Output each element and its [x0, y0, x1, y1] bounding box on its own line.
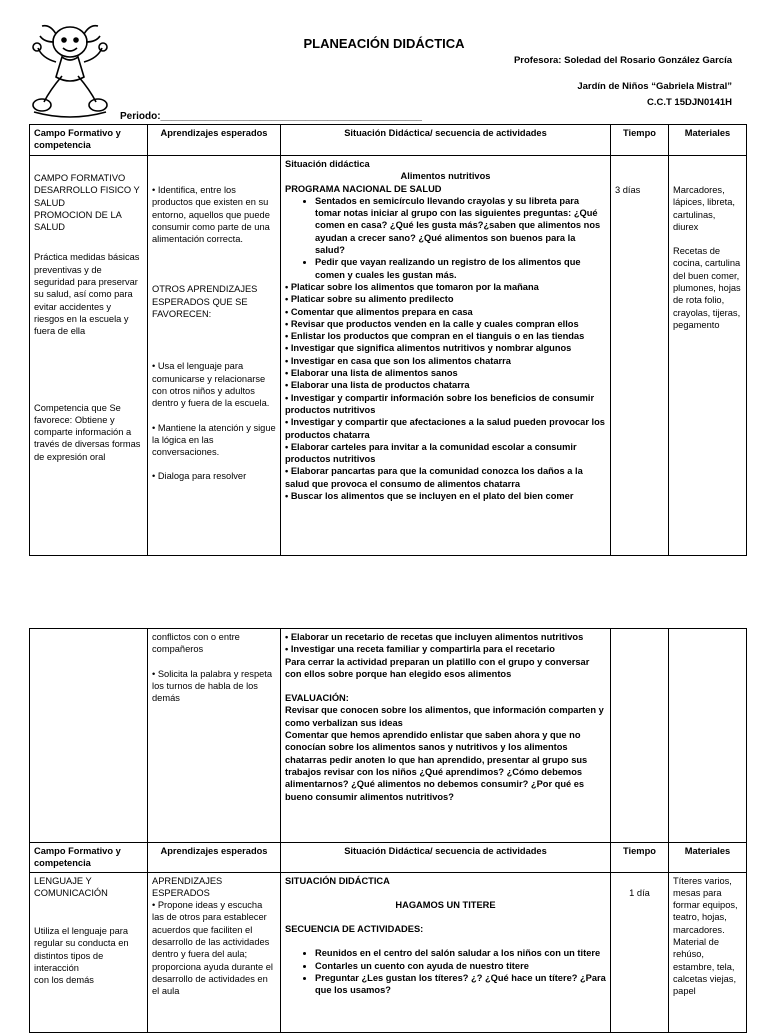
header-campo: Campo Formativo y competencia — [30, 843, 148, 873]
aprendizaje-5: • Solicita la palabra y respeta los turnos de habla de los demás — [152, 668, 273, 704]
list-item: • Pedir que vayan realizando un registro de los alimentos que comen y cuales les gustan más. — [315, 256, 606, 281]
header-materiales: Materiales — [669, 843, 747, 873]
campo-subtitle: PROMOCION DE LA SALUD — [34, 209, 122, 233]
materiales-cell — [669, 872, 747, 1032]
materiales-list-1: Marcadores, lápices, libreta, cartulinas, diurex — [673, 185, 736, 232]
aprendizaje-1: • Propone ideas y escucha las de otros para establecer acuerdos que faciliten el desarrollo de las actividades dentro y fuera del aula; proporciona ayuda durante el desarrollo de actividades en el aula — [152, 900, 273, 997]
list-item: • Platicar sobre su alimento predilecto — [285, 294, 454, 305]
child-cartoon-logo-icon — [26, 12, 114, 120]
list-item: • Elaborar un recetario de recetas que incluyen alimentos nutritivos — [285, 632, 584, 642]
list-item: • Elaborar carteles para invitar a la comunidad escolar a consumir productos nutritivos — [285, 441, 577, 465]
list-item: • Comentar que alimentos prepara en casa — [285, 306, 473, 317]
evaluation-text-2: Comentar que hemos aprendido enlistar que saben ahora y que no conocían sobre los alimentos sanos y nutritivos y los alimentos chatarras pedir anoten lo que han aprendido, presentar al grupo sus trabajos revisar con los niños ¿Qué aprendimos? ¿Cómo debemos alimentarnos? ¿Qué alimentos no debemos consumir? ¿Por qué es bueno consumir alimentos nutritivos? — [285, 730, 588, 802]
aprendizaje-cont: conflictos con o entre compañeros — [152, 632, 240, 655]
campo-cell — [30, 629, 148, 843]
program-name: PROGRAMA NACIONAL DE SALUD — [285, 183, 442, 194]
evaluation-text-1: Revisar que conocen sobre los alimentos, que información comparten y como verbalizan sus ideas — [285, 705, 604, 728]
list-item: • Buscar los alimentos que se incluyen en el plato del bien comer — [285, 491, 574, 502]
closing-activity: Para cerrar la actividad preparan un platillo con el grupo y conversar con ellos sobre porque han elegido esos alimentos — [285, 656, 590, 679]
situacion-label: SITUACIÓN DIDÁCTICA — [285, 875, 390, 886]
situacion-cell — [281, 629, 611, 843]
list-item: • Investigar que significa alimentos nutritivos y nombrar algunos — [285, 343, 572, 354]
school-code: C.C.T 15DJN0141H — [646, 97, 732, 108]
campo-competencia-cont: de expresión oral — [34, 451, 106, 462]
situacion-label: Situación didáctica — [285, 159, 370, 169]
list-item: • Revisar que productos venden en la calle y cuales compran ellos — [285, 318, 579, 329]
campo-title: CAMPO FORMATIVO DESARROLLO FISICO Y SALUD — [34, 173, 140, 208]
tiempo-value: 3 días — [615, 185, 641, 195]
header-aprendizajes: Aprendizajes esperados — [148, 843, 281, 873]
list-item: • Enlistar los productos que compran en el tianguis o en las tiendas — [285, 331, 585, 342]
campo-competencia-cont: con los demás — [34, 975, 94, 986]
header-materiales: Materiales — [669, 125, 747, 156]
planning-table-1 — [29, 124, 747, 556]
situacion-cell — [281, 156, 611, 556]
list-item: • Contarles un cuento con ayuda de nuestro titere — [315, 960, 606, 972]
materiales-cell — [669, 156, 747, 556]
header-tiempo: Tiempo — [611, 843, 669, 873]
list-item: • Investigar en casa que son los alimentos chatarra — [285, 355, 511, 366]
aprendizajes-cell — [148, 872, 281, 1032]
header-situacion: Situación Didáctica/ secuencia de actividades — [281, 125, 611, 156]
list-item: • Elaborar una lista de productos chatarra — [285, 380, 470, 391]
school-name: Jardín de Niños “Gabriela Mistral” — [577, 81, 732, 92]
aprendizaje-4: • Dialoga para resolver — [152, 471, 247, 482]
tiempo-value: 1 día — [629, 887, 650, 898]
tiempo-cell — [611, 872, 669, 1032]
list-item: • Sentados en semicírculo llevando crayolas y su libreta para tomar notas iniciar al grupo con las siguientes preguntas: ¿Qué comen en casa? ¿Qué les gusta más?¿saben que alimentos nos ayudan a crecer sano? ¿Qué alimentos son buenos para la salud? — [315, 195, 606, 256]
materiales-list-2: Recetas de cocina, cartulina del buen comer, plumones, hojas de rota folio, crayolas, tijeras, pegamento — [673, 246, 741, 330]
aprendizaje-3: • Mantiene la atención y sigue la lógica en las conversaciones. — [152, 422, 276, 458]
aprendizaje-1: • Identifica, entre los productos que existen en su entorno, aquellos que puede consumir como parte de una alimentación correcta. — [152, 185, 270, 245]
list-item: • Investigar y compartir información sobre los beneficios de consumir productos nutritivos — [285, 392, 595, 415]
tiempo-cell — [611, 156, 669, 556]
aprendizaje-2: • Usa el lenguaje para comunicarse y relacionarse con otros niños y adultos dentro y fuera de la escuela. — [152, 361, 270, 409]
tiempo-cell — [611, 629, 669, 843]
header-situacion: Situación Didáctica/ secuencia de actividades — [281, 843, 611, 873]
materiales-list: Títeres varios, mesas para formar equipos, teatro, hojas, marcadores. Material de rehúso, estambre, tela, calcetas viejas, papel — [673, 875, 738, 997]
situacion-title: Alimentos nutritivos — [400, 171, 491, 182]
list-item: • Elaborar pancartas para que la comunidad conozca los daños a la salud que provoca el consumo de alimentos chatarra — [285, 466, 583, 489]
list-item: • Elaborar una lista de alimentos sanos — [285, 368, 458, 379]
aprendizajes-cell — [148, 629, 281, 843]
header-aprendizajes: Aprendizajes esperados — [148, 125, 281, 156]
materiales-cell — [669, 629, 747, 843]
list-item: • Reunidos en el centro del salón saludar a los niños con un titere — [315, 947, 606, 959]
list-item: • Preguntar ¿Les gustan los títeres? ¿? ¿Qué hace un títere? ¿Para que los usamos? — [315, 972, 606, 997]
header-campo: Campo Formativo y competencia — [30, 125, 148, 156]
evaluation-title: EVALUACIÓN: — [285, 693, 349, 704]
campo-cell — [30, 156, 148, 556]
campo-title: LENGUAJE Y COMUNICACIÓN — [34, 875, 108, 898]
campo-cell — [30, 872, 148, 1032]
campo-competencia-favorece: Competencia que Se favorece: Obtiene y comparte información a través de diversas formas — [34, 402, 141, 450]
situacion-title: HAGAMOS UN TITERE — [395, 899, 496, 910]
aprendizajes-cell — [148, 156, 281, 556]
page-title: PLANEACIÓN DIDÁCTICA — [303, 36, 465, 51]
list-item: • Platicar sobre los alimentos que tomaron por la mañana — [285, 281, 539, 292]
dot-list — [285, 195, 606, 281]
dot-list — [285, 947, 606, 996]
list-item: • Investigar una receta familiar y compartirla para el recetario — [285, 644, 555, 655]
campo-competencia: Práctica medidas básicas preventivas y de seguridad para preservar su salud, así como para evitar accidentes y riesgos en la escuela y fuera de ella — [34, 252, 140, 337]
header-tiempo: Tiempo — [611, 125, 669, 156]
aprendizajes-label: APRENDIZAJES ESPERADOS — [152, 875, 223, 898]
teacher-name: Profesora: Soledad del Rosario González García — [513, 55, 732, 66]
campo-competencia: Utiliza el lenguaje para regular su conducta en distintos tipos de interacción — [34, 926, 129, 974]
planning-table-2 — [29, 628, 747, 1033]
period-field: Periodo:_______________________________________________ — [120, 111, 422, 122]
sequence-title: SECUENCIA DE ACTIVIDADES: — [285, 924, 424, 935]
otros-aprendizajes: OTROS APRENDIZAJES ESPERADOS QUE SE FAVORECEN: — [152, 284, 258, 320]
list-item: • Investigar y compartir que afectaciones a la salud pueden provocar los productos chatarra — [285, 417, 605, 440]
situacion-cell — [281, 872, 611, 1032]
